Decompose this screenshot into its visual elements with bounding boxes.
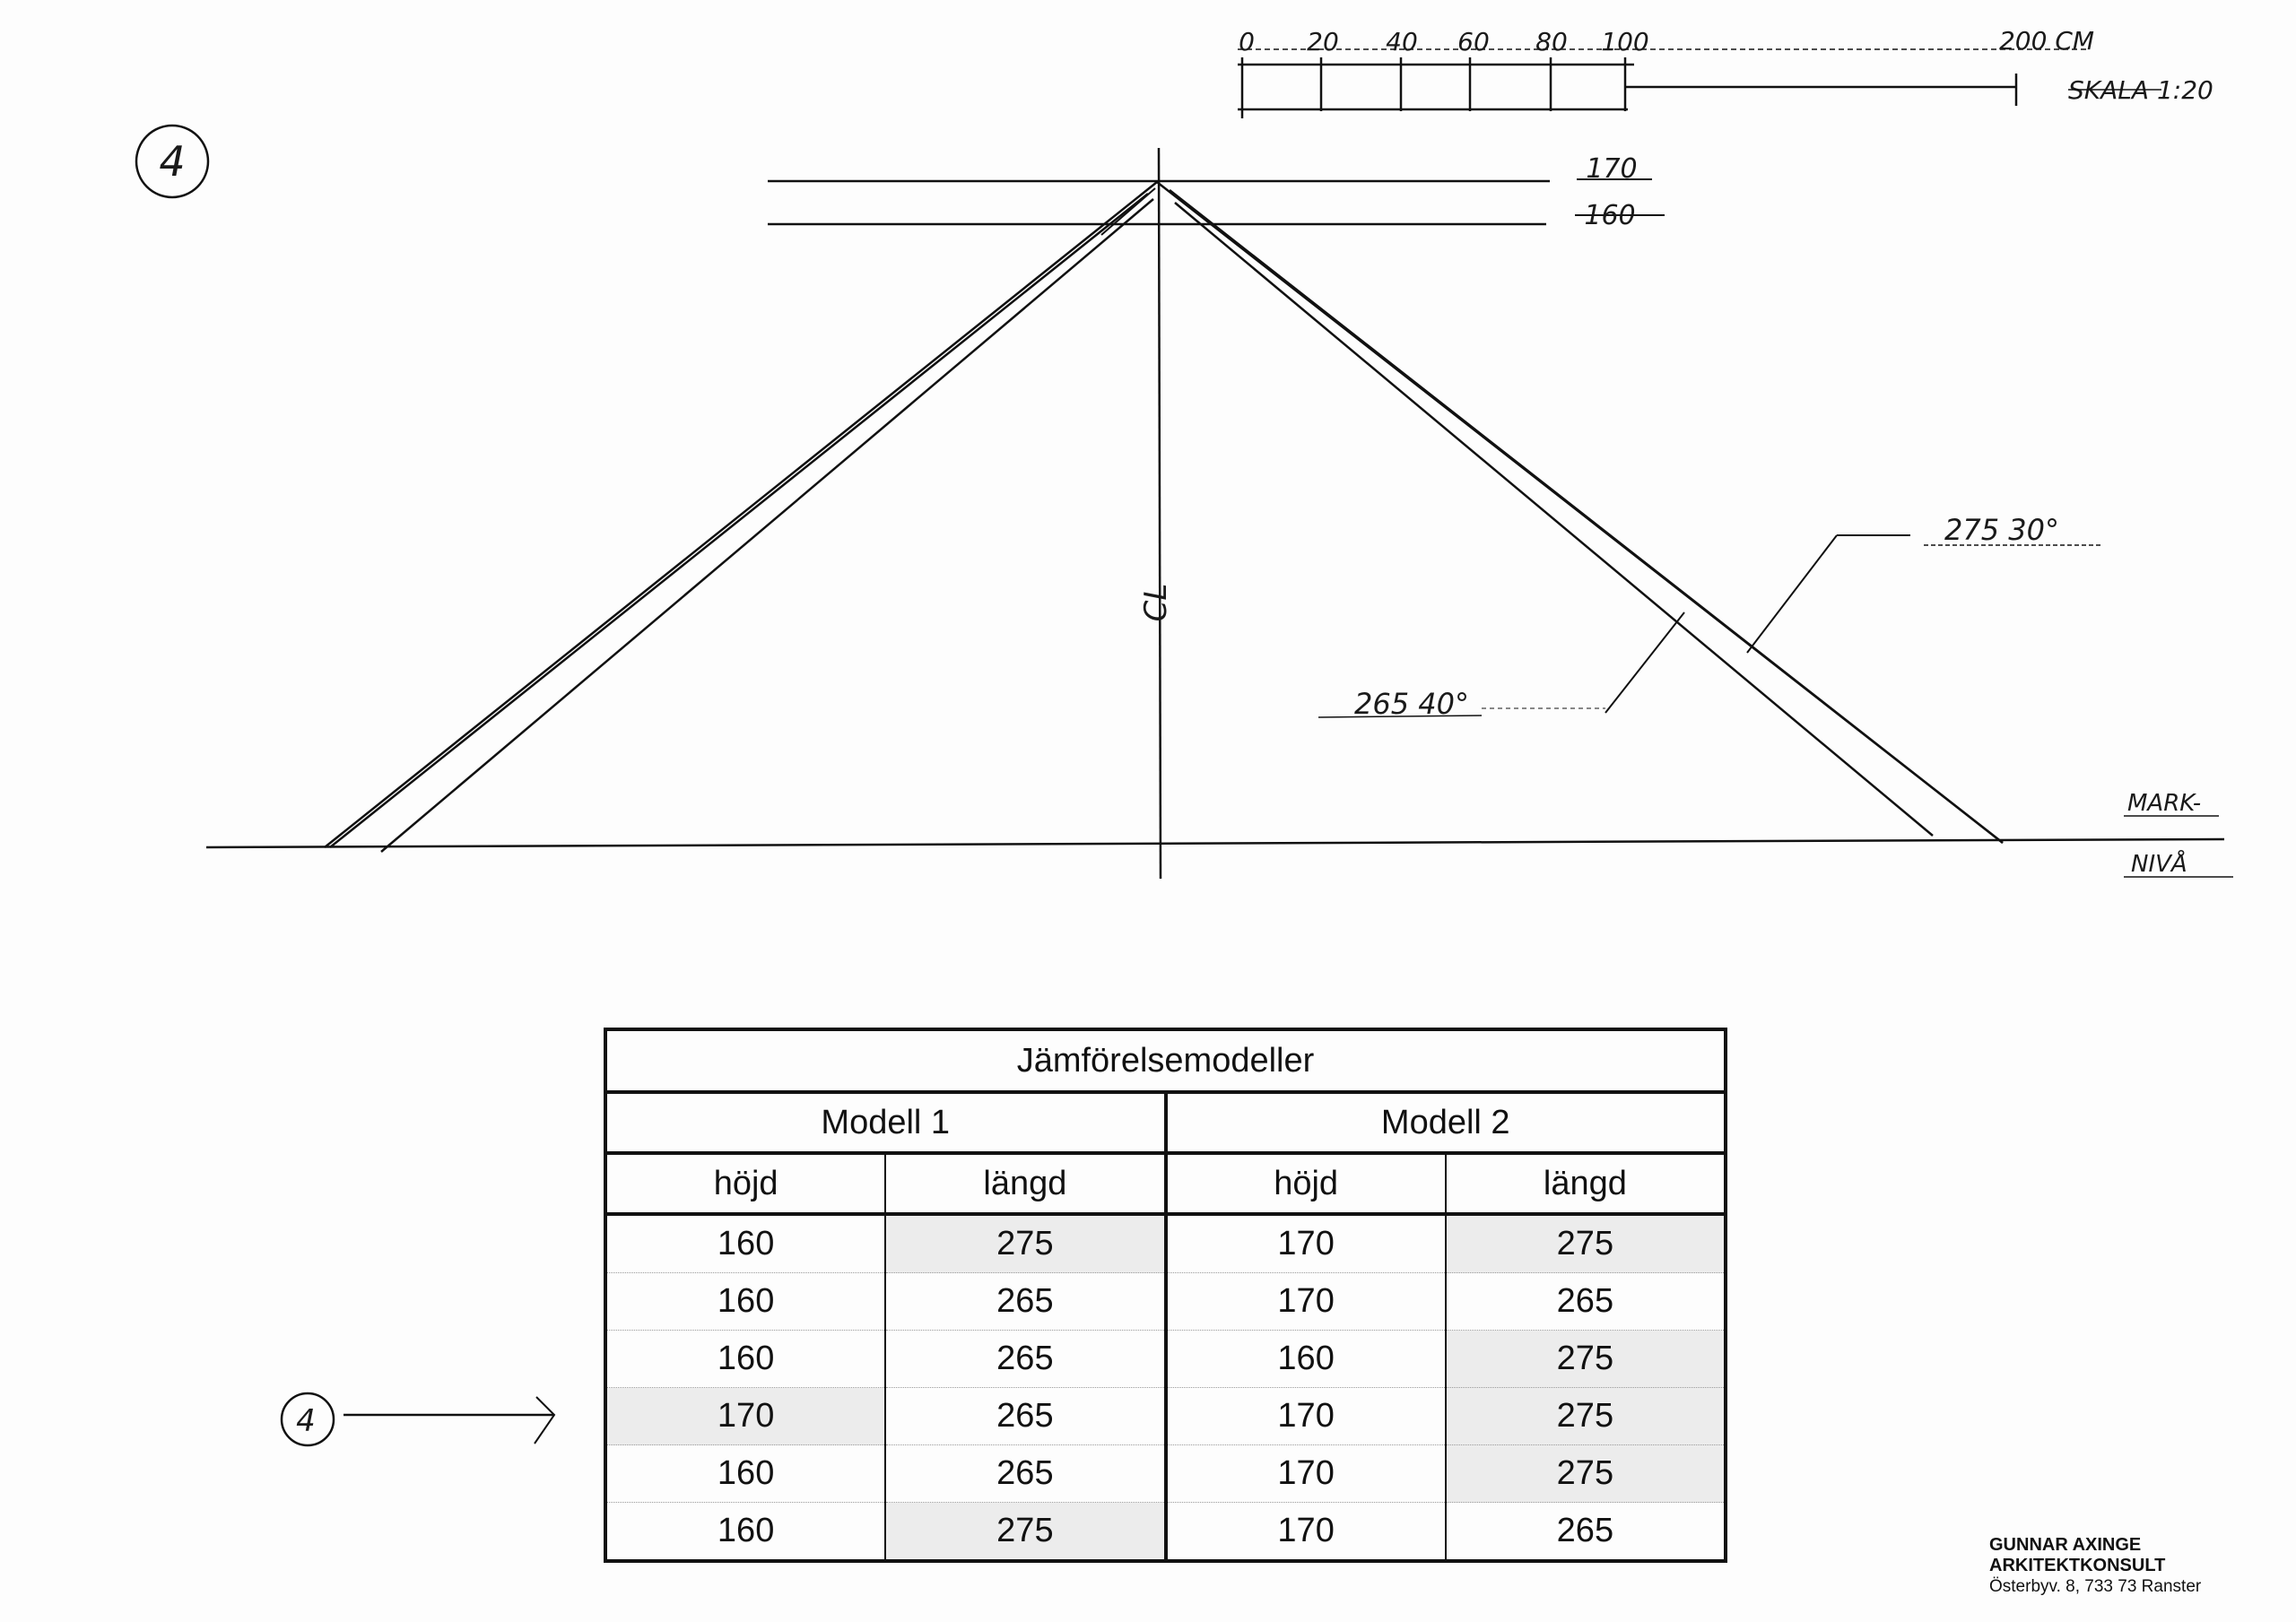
cell: 265 <box>885 1273 1165 1331</box>
company-name-line2: ARKITEKTKONSULT <box>1989 1556 2166 1575</box>
scale-bar <box>1238 49 2090 118</box>
cell: 170 <box>1166 1273 1446 1331</box>
centerline <box>1159 148 1161 879</box>
col-header-langd-2: längd <box>1446 1153 1726 1214</box>
table-row <box>605 1503 1726 1562</box>
cell: 275 <box>1446 1214 1726 1273</box>
sheet-number-marker <box>136 126 208 197</box>
table-row <box>605 1273 1726 1331</box>
cell: 160 <box>605 1331 885 1388</box>
cell: 275 <box>1446 1331 1726 1388</box>
table-reference-marker <box>282 1393 554 1445</box>
scale-tick-100: 100 <box>1601 27 1649 56</box>
cell: 160 <box>1166 1331 1446 1388</box>
annotation-inner-265: 265 40° <box>1354 687 1469 721</box>
table-title: Jämförelsemodeller <box>605 1029 1726 1092</box>
table-row <box>605 1331 1726 1388</box>
cell: 265 <box>1446 1273 1726 1331</box>
scale-tick-80: 80 <box>1535 27 1568 56</box>
table-reference-number: 4 <box>296 1403 316 1439</box>
table-row <box>605 1388 1726 1445</box>
cell: 160 <box>605 1273 885 1331</box>
cell: 265 <box>885 1445 1165 1503</box>
cell: 160 <box>605 1503 885 1562</box>
comparison-table <box>604 1028 1727 1563</box>
company-stamp <box>1989 1535 2285 1597</box>
company-name-line1: GUNNAR AXINGE <box>1989 1535 2142 1555</box>
ground-label-top: MARK- <box>2127 790 2202 817</box>
cell: 265 <box>1446 1503 1726 1562</box>
scale-tick-40: 40 <box>1386 27 1418 56</box>
cell: 160 <box>605 1445 885 1503</box>
company-address: Österbyv. 8, 733 73 Ranster <box>1989 1577 2202 1596</box>
centerline-label: CL <box>1138 583 1174 622</box>
col-header-hojd-1: höjd <box>605 1153 885 1214</box>
cell: 275 <box>885 1503 1165 1562</box>
ground-line <box>206 816 2233 877</box>
cell: 170 <box>1166 1503 1446 1562</box>
col-header-langd-1: längd <box>885 1153 1165 1214</box>
cell: 170 <box>1166 1445 1446 1503</box>
scale-tick-20: 20 <box>1307 27 1339 56</box>
col-header-hojd-2: höjd <box>1166 1153 1446 1214</box>
model-1-header: Modell 1 <box>605 1092 1166 1153</box>
model-2-header: Modell 2 <box>1166 1092 1726 1153</box>
height-label-170: 170 <box>1586 153 1638 185</box>
scale-end-label: 200 CM <box>1998 26 2095 56</box>
cell: 170 <box>1166 1214 1446 1273</box>
cell: 265 <box>885 1388 1165 1445</box>
cell: 170 <box>605 1388 885 1445</box>
height-lines <box>768 179 1665 224</box>
ground-label-bottom: NIVÅ <box>2131 851 2187 878</box>
scale-tick-0: 0 <box>1239 27 1255 56</box>
cell: 275 <box>885 1214 1165 1273</box>
cell: 170 <box>1166 1388 1446 1445</box>
table-row <box>605 1445 1726 1503</box>
cell: 275 <box>1446 1388 1726 1445</box>
table-row <box>605 1214 1726 1273</box>
cell: 265 <box>885 1331 1165 1388</box>
sheet-number-text: 4 <box>159 137 186 186</box>
cell: 160 <box>605 1214 885 1273</box>
cell: 275 <box>1446 1445 1726 1503</box>
height-label-160: 160 <box>1584 200 1636 231</box>
scale-tick-60: 60 <box>1457 27 1490 56</box>
truss-outlines <box>325 182 2003 852</box>
annotation-outer-275: 275 30° <box>1944 513 2059 547</box>
scale-ratio-label: SKALA 1:20 <box>2068 75 2213 105</box>
